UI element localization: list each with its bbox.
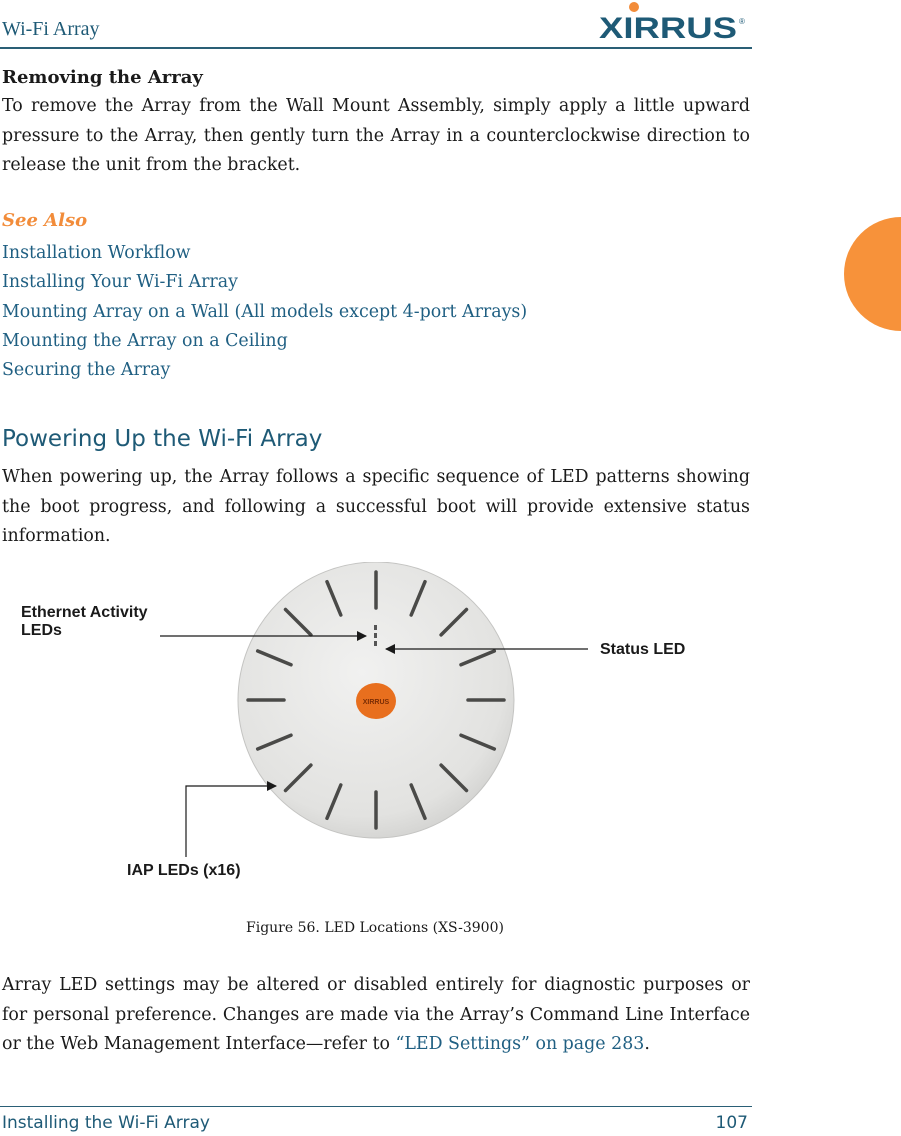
label-ethernet-line2: LEDs [21,622,62,639]
logo-dot [629,2,639,12]
header-rule [0,47,752,49]
label-status-led: Status LED [600,641,686,658]
footer-rule [0,1106,752,1107]
closing-text: Array LED settings may be altered or disabled entirely for diagnostic purposes or for personal preference. Changes are made via the Array’s Command Line Interface or the Web Management Interface—refer to [2,975,750,1054]
closing-paragraph [2,971,750,1060]
see-also-links [2,239,527,385]
page-number: 107 [715,1113,748,1133]
link-installation-workflow[interactable]: Installation Workflow [2,243,191,263]
logo-text: XIRRUS [599,12,737,44]
xirrus-logo [597,0,749,44]
powering-up-paragraph: When powering up, the Array follows a specific sequence of LED patterns showing the boot progress, and following a successful boot will provide extensive status information. [2,467,750,546]
chapter-tab-marker [844,217,901,331]
logo-registered-mark: ® [739,17,745,26]
figure-caption: Figure 56. LED Locations (XS-3900) [246,920,504,936]
led-locations-figure [0,562,752,892]
see-also-label: See Also [2,210,88,231]
label-ethernet-line1: Ethernet Activity [21,604,148,621]
led-settings-xref-link[interactable]: “LED Settings” on page 283 [395,1034,645,1054]
link-securing-array[interactable]: Securing the Array [2,360,171,381]
label-iap-leds: IAP LEDs (x16) [127,862,241,879]
link-installing-wifi-array[interactable]: Installing Your Wi-Fi Array [2,272,238,293]
ethernet-led-dots [374,625,377,646]
iap-arrow [186,786,276,857]
link-mounting-on-ceiling[interactable]: Mounting the Array on a Ceiling [2,330,288,351]
section-heading-removing: Removing the Array [2,67,203,88]
running-header-title: Wi-Fi Array [2,18,100,40]
center-logo-text: XIRRUS [362,699,390,706]
closing-period: . [644,1034,650,1054]
label-ethernet-activity [21,604,148,640]
running-footer-title: Installing the Wi-Fi Array [2,1113,210,1133]
section-heading-powering-up: Powering Up the Wi-Fi Array [2,426,323,452]
link-mounting-on-wall[interactable]: Mounting Array on a Wall (All models except 4-port Arrays) [2,301,528,322]
removing-paragraph: To remove the Array from the Wall Mount Assembly, simply apply a little upward pressure to the Array, then gently turn the Array in a counterclockwise direction to release the unit from the bracket. [2,96,750,175]
